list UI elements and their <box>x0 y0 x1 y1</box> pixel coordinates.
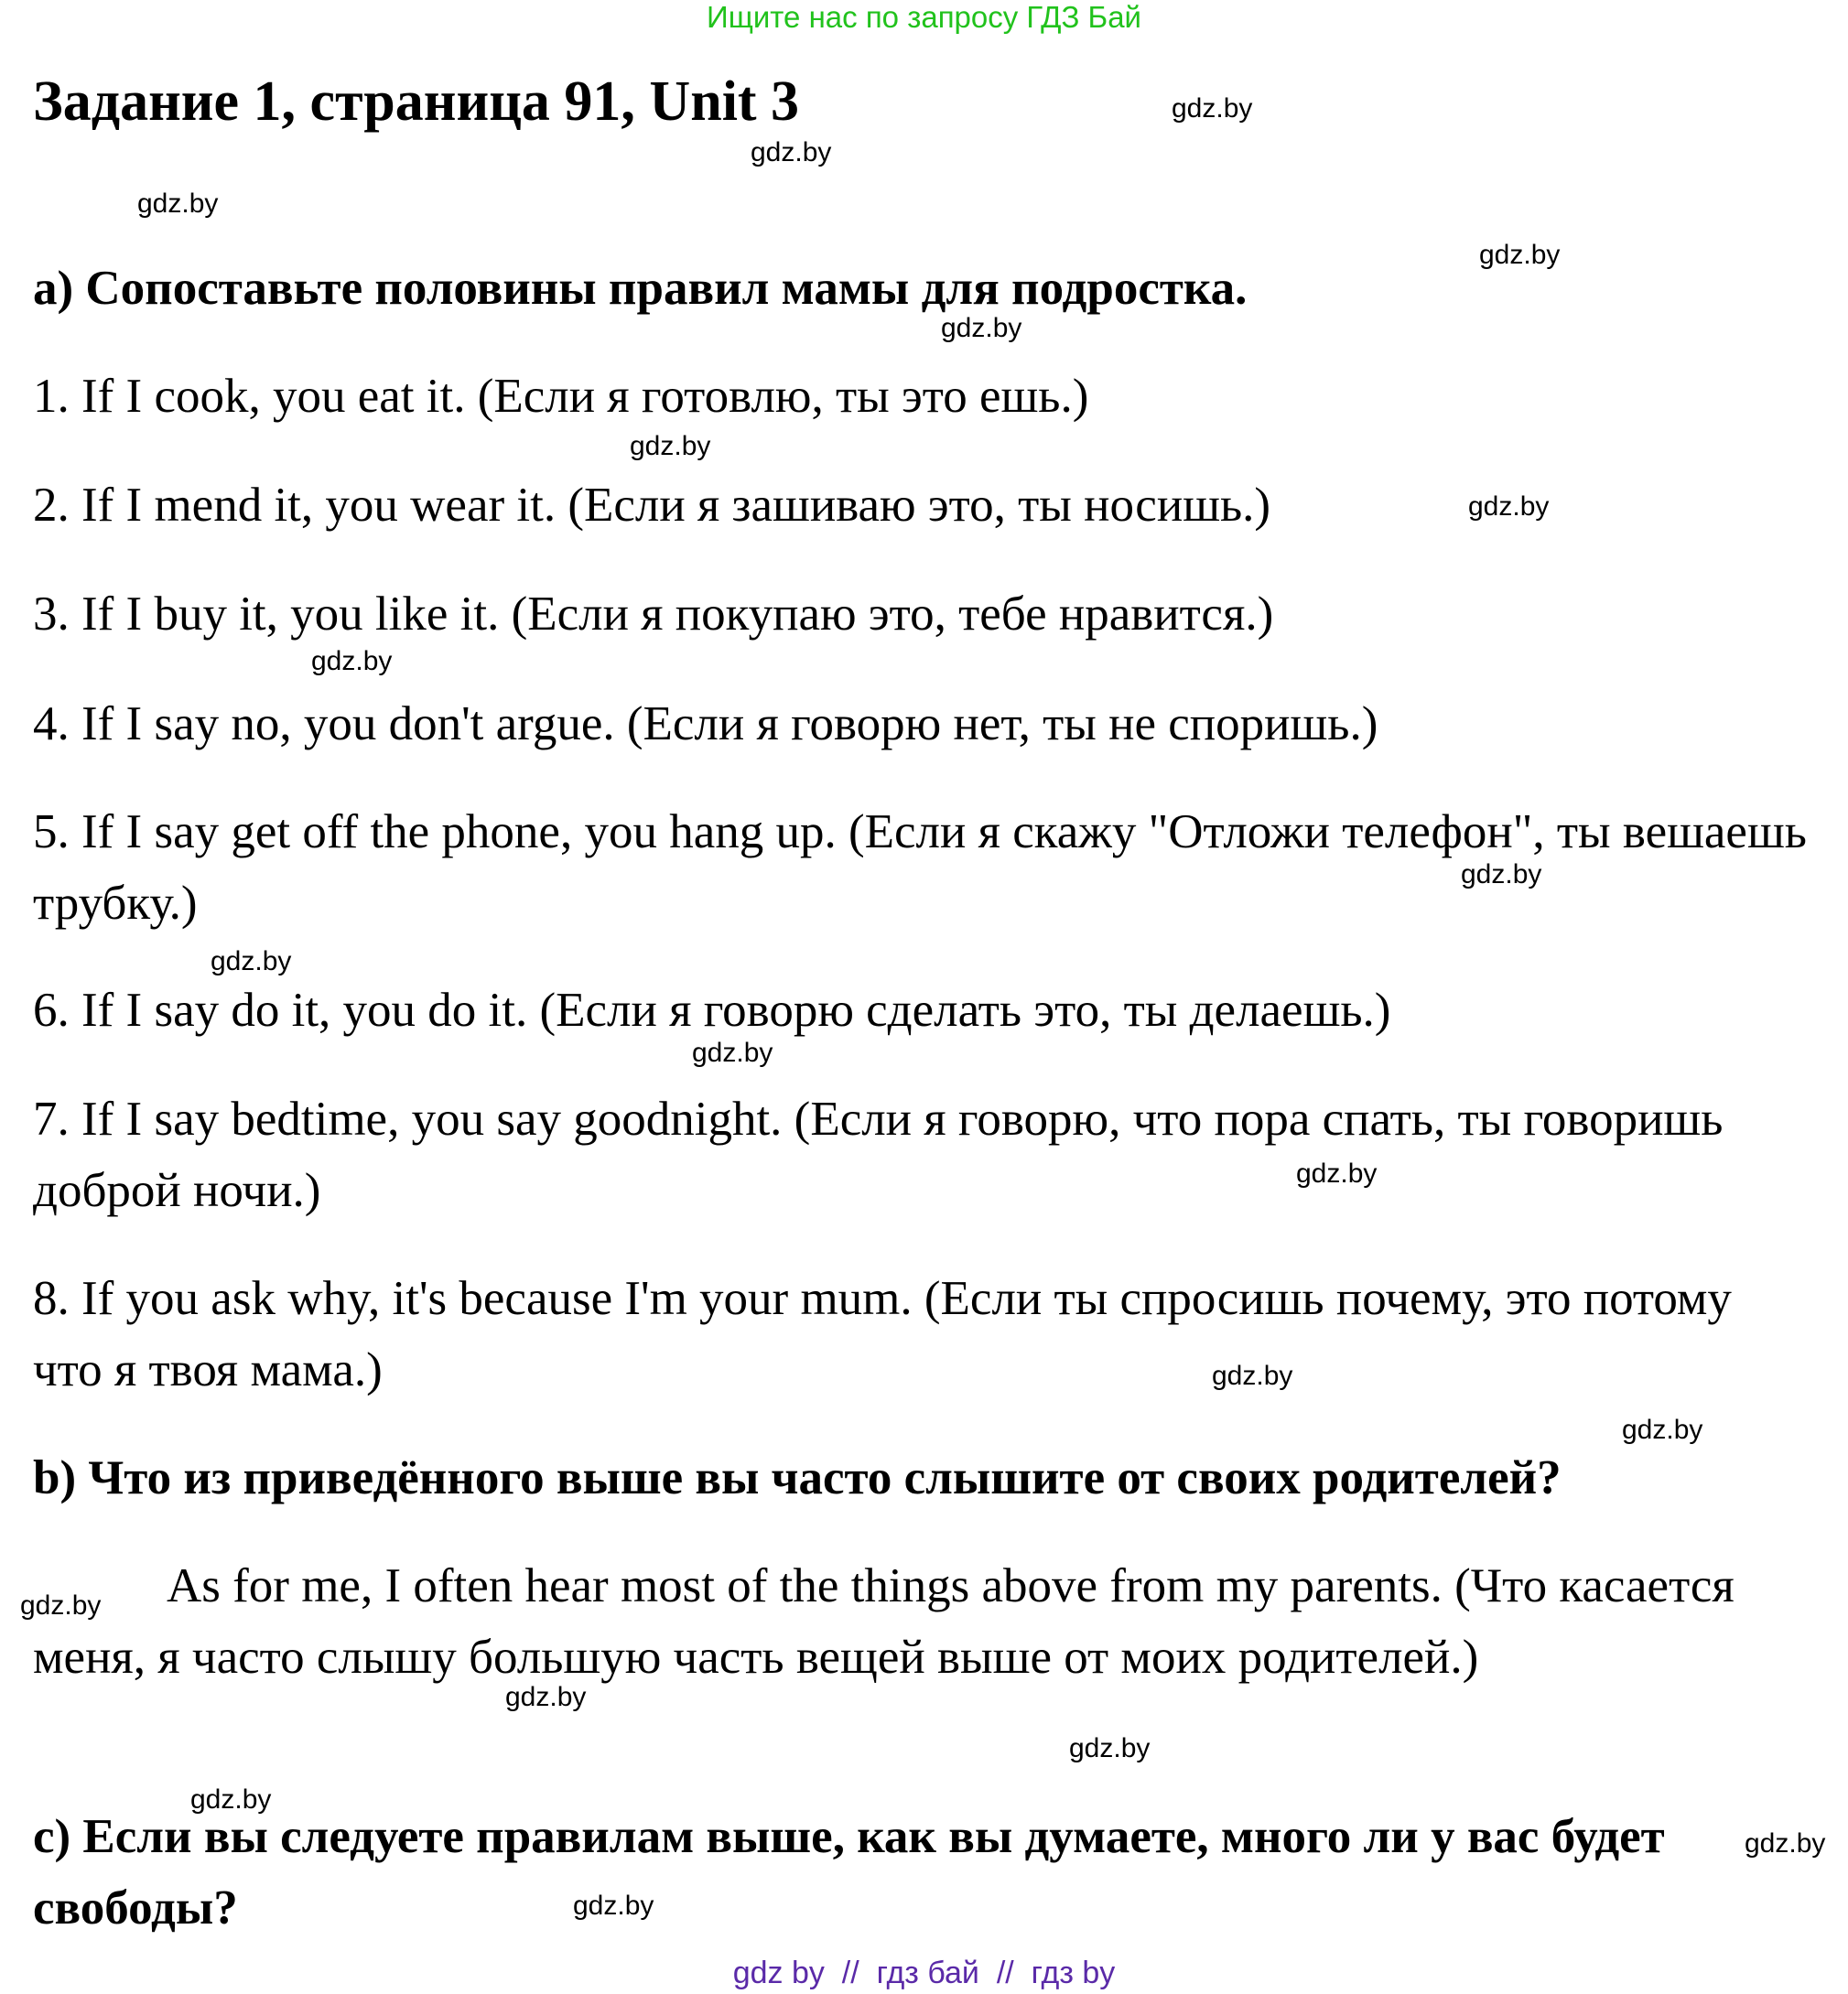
watermark: gdz.by <box>692 1038 773 1068</box>
page-title: Задание 1, страница 91, Unit 3 <box>33 70 800 133</box>
footer-links[interactable]: gdz by // гдз бай // гдз by <box>732 1956 1116 1990</box>
rule-item-8: 8. If you ask why, it's because I'm your mum. (Если ты спросишь почему, это потому что я твоя мама.) <box>33 1272 1732 1396</box>
watermark: gdz.by <box>505 1682 587 1712</box>
watermark: gdz.by <box>311 646 393 676</box>
rule-item-1: 1. If I cook, you eat it. (Если я готовлю, ты это ешь.) <box>33 370 1089 423</box>
watermark: gdz.by <box>1296 1159 1378 1189</box>
watermark: gdz.by <box>1479 240 1561 270</box>
watermark: gdz.by <box>1172 93 1253 124</box>
watermark: gdz.by <box>211 946 292 976</box>
watermark: gdz.by <box>941 313 1022 343</box>
watermark: gdz.by <box>1622 1415 1703 1445</box>
section-b-heading: b) Что из приведённого выше вы часто слышите от своих родителей? <box>33 1451 1562 1504</box>
watermark: gdz.by <box>751 137 832 167</box>
watermark: gdz.by <box>1745 1828 1826 1859</box>
rule-item-7: 7. If I say bedtime, you say goodnight. (Если я говорю, что пора спать, ты говоришь доброй ночи.) <box>33 1093 1724 1217</box>
watermark: gdz.by <box>573 1891 654 1921</box>
rule-item-4: 4. If I say no, you don't argue. (Если я говорю нет, ты не споришь.) <box>33 697 1378 750</box>
section-b-answer: As for me, I often hear most of the things above from my parents. (Что касается меня, я часто слышу большую часть вещей выше от моих родителей.) <box>33 1559 1735 1684</box>
rule-item-2: 2. If I mend it, you wear it. (Если я зашиваю это, ты носишь.) <box>33 479 1271 532</box>
watermark: gdz.by <box>190 1784 272 1815</box>
section-c-heading: c) Если вы следуете правилам выше, как вы думаете, много ли у вас будет свободы? <box>33 1810 1665 1935</box>
watermark: gdz.by <box>137 189 219 219</box>
top-banner[interactable]: Ищите нас по запросу ГДЗ Бай <box>707 0 1141 34</box>
rule-item-5: 5. If I say get off the phone, you hang up. (Если я скажу "Отложи телефон", ты вешаешь трубку.) <box>33 805 1807 930</box>
rule-item-3: 3. If I buy it, you like it. (Если я покупаю это, тебе нравится.) <box>33 587 1274 641</box>
rule-item-6: 6. If I say do it, you do it. (Если я говорю сделать это, ты делаешь.) <box>33 984 1391 1037</box>
watermark: gdz.by <box>1069 1733 1151 1763</box>
watermark: gdz.by <box>1461 859 1542 889</box>
watermark: gdz.by <box>20 1590 102 1621</box>
watermark: gdz.by <box>630 431 711 461</box>
section-a-heading: a) Сопоставьте половины правил мамы для подростка. <box>33 262 1248 315</box>
watermark: gdz.by <box>1468 491 1550 522</box>
watermark: gdz.by <box>1212 1361 1293 1391</box>
